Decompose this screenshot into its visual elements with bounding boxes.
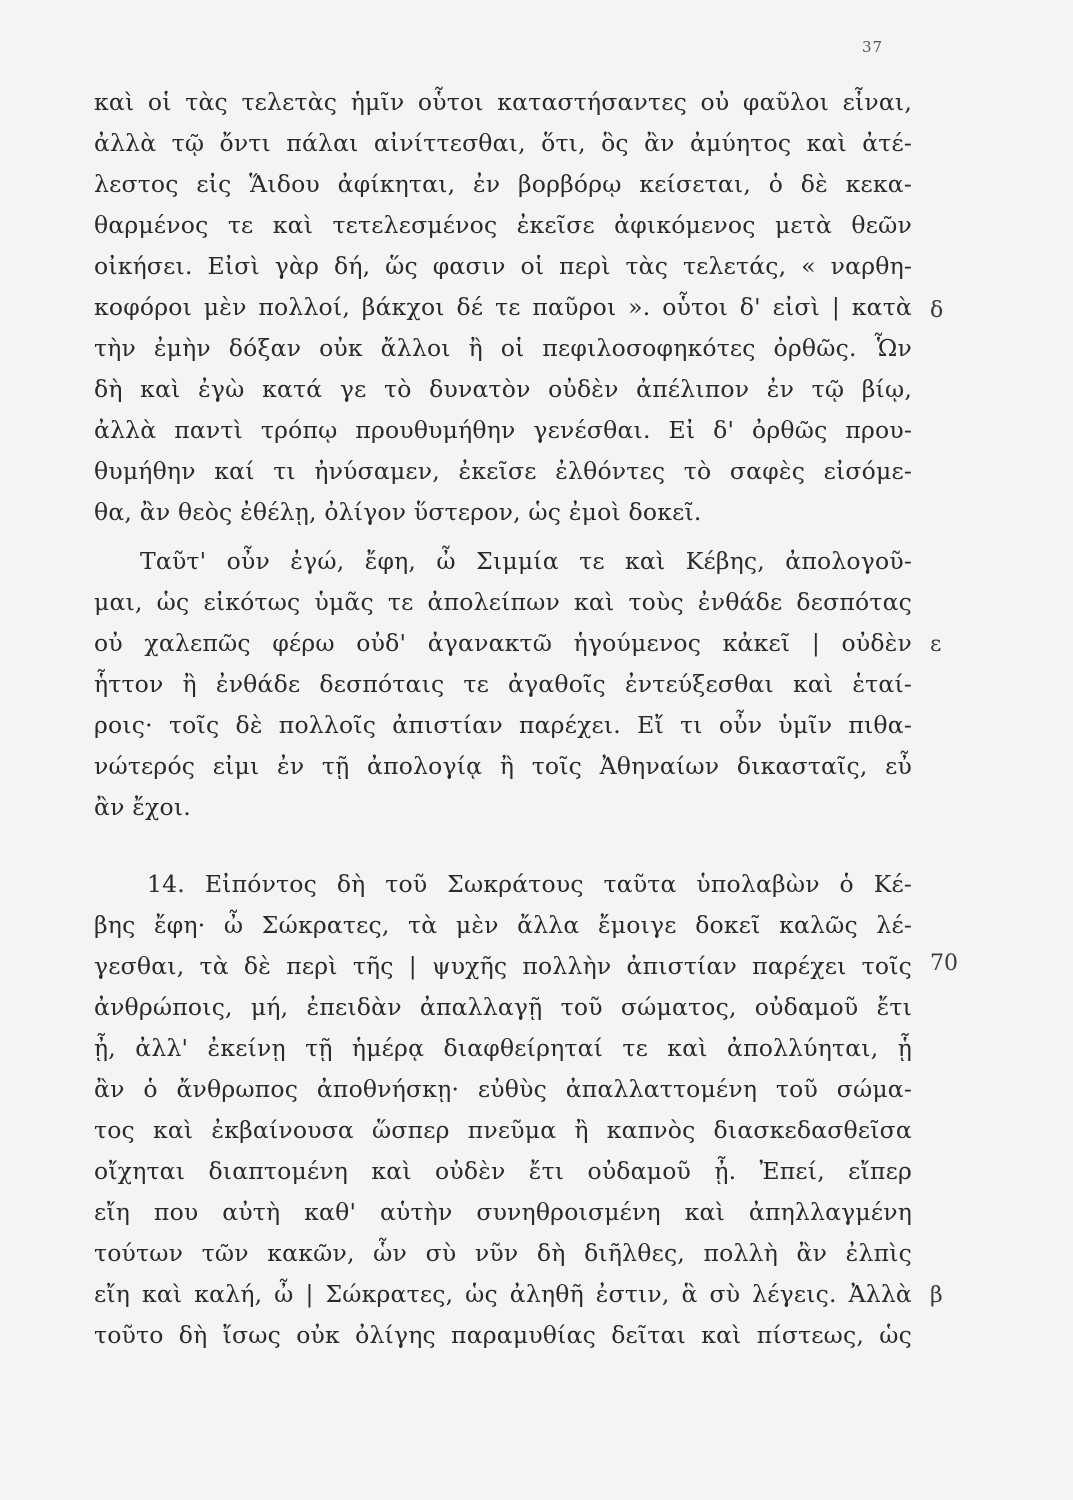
text-line: ᾖ, ἀλλ' ἐκείνῃ τῇ ἡμέρᾳ διαφθείρηταί τε καὶ ἀπολλύηται, ᾗ [94,1034,912,1062]
text-line: θα, ἂν θεὸς ἐθέλῃ, ὀλίγον ὕστερον, ὡς ἐμοὶ δοκεῖ. [94,498,702,526]
text-line: λεστος εἰς Ἅιδου ἀφίκηται, ἐν βορβόρῳ κείσεται, ὁ δὲ κεκα- [94,170,912,198]
text-line: ἧττον ἢ ἐνθάδε δεσπόταις τε ἀγαθοῖς ἐντεύξεσθαι καὶ ἑταί- [94,670,912,698]
text-line: τος καὶ ἐκβαίνουσα ὥσπερ πνεῦμα ἢ καπνὸς διασκεδασθεῖσα [94,1116,912,1144]
text-line: ἂν ὁ ἄνθρωπος ἀποθνήσκῃ· εὐθὺς ἀπαλλαττομένη τοῦ σώμα- [94,1075,912,1103]
margin-note-70: 70 [930,951,958,976]
text-line: κοφόροι μὲν πολλοί, βάκχοι δέ τε παῦροι ». οὗτοι δ' εἰσὶ | κατὰ [94,293,912,321]
text-line: δὴ καὶ ἐγὼ κατά γε τὸ δυνατὸν οὐδὲν ἀπέλιπον ἐν τῷ βίῳ, [94,375,912,403]
text-line: θαρμένος τε καὶ τετελεσμένος ἐκεῖσε ἀφικόμενος μετὰ θεῶν [94,211,912,239]
text-line: τούτων τῶν κακῶν, ὧν σὺ νῦν δὴ διῆλθες, πολλὴ ἂν ἐλπὶς [94,1239,912,1267]
text-line: οἴχηται διαπτομένη καὶ οὐδὲν ἔτι οὐδαμοῦ ᾖ. Ἐπεί, εἴπερ [94,1157,912,1185]
margin-note-delta: δ [930,298,944,323]
text-line: Ταῦτ' οὖν ἐγώ, ἔφη, ὦ Σιμμία τε καὶ Κέβης, ἀπολογοῦ- [140,547,912,575]
text-line: θυμήθην καί τι ἠνύσαμεν, ἐκεῖσε ἐλθόντες τὸ σαφὲς εἰσόμε- [94,457,912,485]
text-line: μαι, ὡς εἰκότως ὑμᾶς τε ἀπολείπων καὶ τοὺς ἐνθάδε δεσπότας [94,588,912,616]
text-line: καὶ οἱ τὰς τελετὰς ἡμῖν οὗτοι καταστήσαντες οὐ φαῦλοι εἶναι, [94,88,912,116]
text-line: οἰκήσει. Εἰσὶ γὰρ δή, ὥς φασιν οἱ περὶ τὰς τελετάς, « ναρθη- [94,252,912,280]
text-line: ἀνθρώποις, μή, ἐπειδὰν ἀπαλλαγῇ τοῦ σώματος, οὐδαμοῦ ἔτι [94,993,912,1021]
text-line: ἂν ἔχοι. [94,793,191,821]
text-line: τὴν ἐμὴν δόξαν οὐκ ἄλλοι ἢ οἱ πεφιλοσοφηκότες ὀρθῶς. Ὧν [94,334,912,362]
section-first-line: 14. Εἰπόντος δὴ τοῦ Σωκράτους ταῦτα ὑπολαβὼν ὁ Κέ- [147,870,912,898]
margin-note-beta: β [930,1283,943,1308]
page-number: 37 [862,38,884,56]
text-line: γεσθαι, τὰ δὲ περὶ τῆς | ψυχῆς πολλὴν ἀπιστίαν παρέχει τοῖς [94,952,912,980]
text-line: οὐ χαλεπῶς φέρω οὐδ' ἀγανακτῶ ἡγούμενος κἀκεῖ | οὐδὲν [94,629,912,657]
text-line: τοῦτο δὴ ἴσως οὐκ ὀλίγης παραμυθίας δεῖται καὶ πίστεως, ὡς [94,1321,912,1349]
text-line: ροις· τοῖς δὲ πολλοῖς ἀπιστίαν παρέχει. Εἴ τι οὖν ὑμῖν πιθα- [94,711,912,739]
text-line: εἴη που αὐτὴ καθ' αὑτὴν συνηθροισμένη καὶ ἀπηλλαγμένη [94,1198,912,1226]
margin-note-epsilon: ε [930,632,942,657]
text-line: νώτερός εἰμι ἐν τῇ ἀπολογίᾳ ἢ τοῖς Ἀθηναίων δικασταῖς, εὖ [94,752,912,780]
text-line: ἀλλὰ τῷ ὄντι πάλαι αἰνίττεσθαι, ὅτι, ὃς ἂν ἀμύητος καὶ ἀτέ- [94,129,912,157]
text-line: βης ἔφη· ὦ Σώκρατες, τὰ μὲν ἄλλα ἔμοιγε δοκεῖ καλῶς λέ- [94,911,912,939]
text-line: εἴη καὶ καλή, ὦ | Σώκρατες, ὡς ἀληθῆ ἐστιν, ἃ σὺ λέγεις. Ἀλλὰ [94,1280,912,1308]
text-line: ἀλλὰ παντὶ τρόπῳ προυθυμήθην γενέσθαι. Εἰ δ' ὀρθῶς πρου- [94,416,912,444]
